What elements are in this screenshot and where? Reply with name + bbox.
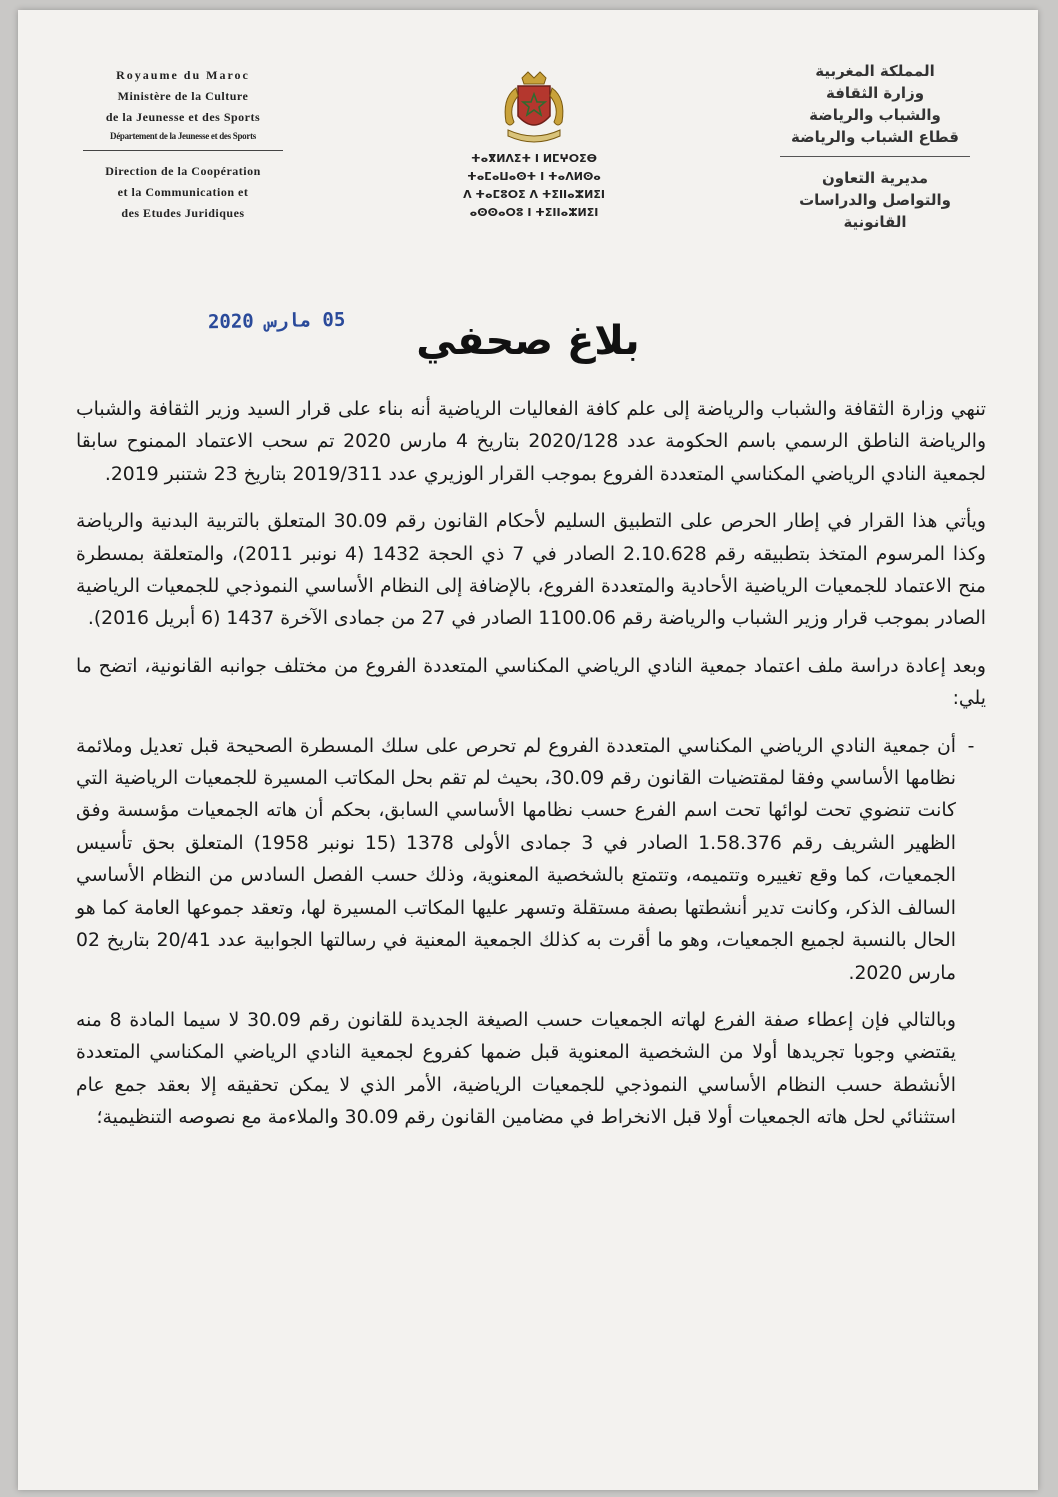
bullet-item xyxy=(76,731,986,1150)
tifinagh-line3: ⴷ ⵜⴰⵎⵓⵔⵉ ⴷ ⵜⵉⵏⵏⴰⵣⵍⵉⵏ xyxy=(463,188,605,201)
ministry-name-ar: وزارة الثقافة xyxy=(825,84,925,102)
bullet-paragraph-2: وبالتالي فإن إعطاء صفة الفرع لهاته الجمعيات حسب الصيغة الجديدة للقانون رقم 30.09 لا سيما المادة 8 منه يقتضي وجوبا تجريدها أولا من الشخصية المعنوية قبل ضمها كفروع لجمعية النادي الرياضي المكناسي المتعددة الأنشطة حسب النظام الأساسي النموذجي للجمعيات الرياضية، الأمر الذي لا يمكن تحقيقه إلا بعقد جمع عام استثنائي لحل هاته الجمعيات أولا قبل الانخراط في مضامين القانون رقم 30.09 والملاءمة مع نصوصه التنظيمية؛ xyxy=(76,1009,956,1129)
department-name-fr: Département de la Jeunesse et des Sports xyxy=(110,131,256,141)
direction-name-ar-line2: والتواصل والدراسات xyxy=(799,191,951,209)
document-page xyxy=(18,10,1038,1490)
paragraph-1: تنهي وزارة الثقافة والشباب والرياضة إلى علم كافة الفعاليات الرياضية أنه بناء على قرار السيد وزير الثقافة والشباب والرياضة الناطق الرسمي باسم الحكومة عدد 2020/128 بتاريخ 4 مارس 2020 تم سحب الاعتماد الممنوح سابقا لجمعية النادي الرياضي المكناسي المتعددة الفروع بموجب القرار الوزيري عدد 2019/311 بتاريخ 23 شتنبر 2019. xyxy=(76,399,987,485)
french-letterhead xyxy=(78,68,288,224)
tifinagh-line1: ⵜⴰⴳⵍⴷⵉⵜ ⵏ ⵍⵎⵖⵔⵉⴱ xyxy=(470,152,597,165)
date-stamp: 05 مارس 2020 xyxy=(207,308,346,334)
header-divider-fr xyxy=(83,150,283,151)
direction-name-ar-line1: مديرية التعاون xyxy=(822,169,928,187)
direction-name-fr-line1: Direction de la Coopération xyxy=(105,164,261,178)
document-title: بلاغ صحفي xyxy=(416,318,640,364)
direction-name-fr-line3: des Etudes Juridiques xyxy=(121,206,245,220)
paragraph-2: ويأتي هذا القرار في إطار الحرص على التطبيق السليم لأحكام القانون رقم 30.09 المتعلق بالتربية البدنية والرياضة وكذا المرسوم المتخذ بتطبيقه رقم 2.10.628 الصادر في 7 ذي الحجة 1432 (4 نونبر 2011)، والمتعلقة بمسطرة منح الاعتماد للجمعيات الرياضية الأحادية والمتعددة الفروع، بالإضافة إلى النظام الأساسي النموذجي للجمعيات الرياضية الصادر بموجب قرار وزير الشباب والرياضة رقم 1100.06 الصادر في 27 من جمادى الآخرة 1437 (6 أبريل 2016). xyxy=(76,511,986,630)
tifinagh-letterhead xyxy=(434,150,634,222)
press-release-body xyxy=(76,394,986,1150)
bullet-paragraph-1: أن جمعية النادي الرياضي المكناسي المتعددة الفروع لم تحرص على سلك المسطرة الصحيحة قبل تعديل وملائمة نظامها الأساسي وفقا لمقتضيات القانون رقم 30.09، بحيث لم تقم بحل المكاتب المسيرة للجمعيات الرياضية التي كانت تنضوي تحت لوائها تحت اسم الفرع حسب نظامها الأساسي السابق، بحكم أن هاته الجمعيات مؤسسة وفق الظهير الشريف رقم 1.58.376 الصادر في 3 جمادى الأولى 1378 (15 نونبر 1958) المتعلق بحق تأسيس الجمعيات، كما وقع تغييره وتتميمه، وتتمتع بالشخصية المعنوية، وذلك حسب الفصل السادس من النظام الأساسي السالف الذكر، وكانت تدير أنشطتها بصفة مستقلة وتسهر عليها المكاتب المسيرة لها، وتعقد جموعها العامة كما هو الحال بالنسبة لجميع الجمعيات، وهو ما أقرت به كذلك الجمعية المعنية في رسالتها الجوابية عدد 20/41 بتاريخ 02 مارس 2020. xyxy=(76,735,956,984)
bullet-dash: - xyxy=(967,735,975,757)
tifinagh-line2: ⵜⴰⵎⴰⵡⴰⵙⵜ ⵏ ⵜⴰⴷⵍⵙⴰ xyxy=(467,170,601,183)
direction-name-ar-line3: القانونية xyxy=(843,213,907,231)
ministry-name-fr-line2: de la Jeunesse et des Sports xyxy=(105,110,261,124)
ministry-name-ar-line2: والشباب والرياضة xyxy=(809,106,941,124)
arabic-letterhead xyxy=(760,60,990,233)
department-name-ar: قطاع الشباب والرياضة xyxy=(791,128,959,146)
kingdom-name-ar: المملكة المغربية xyxy=(815,62,935,80)
coat-of-arms-icon xyxy=(492,68,576,152)
ministry-name-fr: Ministère de la Culture xyxy=(117,89,249,103)
header-divider-ar xyxy=(780,156,970,157)
kingdom-name-fr: Royaume du Maroc xyxy=(116,68,250,82)
direction-name-fr-line2: et la Communication et xyxy=(117,185,249,199)
tifinagh-line4: ⴰⵙⵙⴰⵔⵓ ⵏ ⵜⵉⵏⵏⴰⵣⵍⵉⵏ xyxy=(469,206,599,219)
bullet-text xyxy=(76,731,956,1150)
paragraph-3: وبعد إعادة دراسة ملف اعتماد جمعية النادي الرياضي المكناسي المتعددة الفروع من مختلف جوانبه القانونية، اتضح ما يلي: xyxy=(76,655,986,710)
